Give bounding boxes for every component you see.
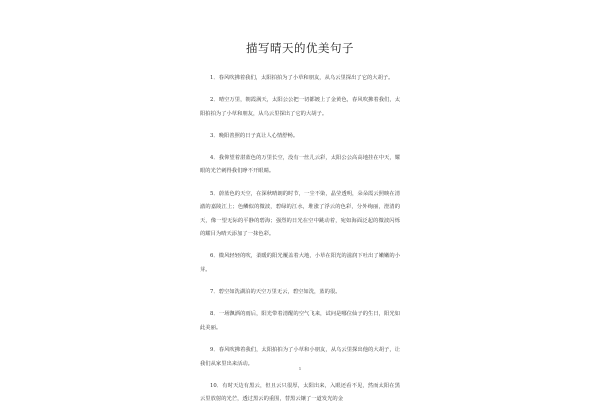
- paragraph-8: 8．一场飘洒的雨后，阳光带着清醒的空气飞来，试问是哪位仙子的生日，阳光如此美丽。: [200, 311, 400, 331]
- paragraph-1: 1．春风吹拂着我们，太阳拍拍为了小草和朋友，从乌云里探出了它的大胡子。: [210, 75, 394, 81]
- paragraph-7: 7．碧空如洗湖泊的天空万里无云，碧空如洗，蓝的很。: [210, 289, 341, 296]
- paragraph-5: 5．蔚蓝色的天空，在深秋晴朗的时节，一尘不染，晶莹透明，朵朵霞云照映在清澈的嘉陵江上；色鳞似的微波，碧绿的江水，堆涨了浮云的色彩，分外绚丽，澄清的天，像一望无际的平静的碧海；强烈的日光在空中跳动着，宛如海面泛起的微波闪烁的耀目为晴天添加了一抹色彩。: [200, 190, 400, 238]
- page-number: 1: [298, 366, 302, 371]
- document-title: 描写晴天的优美句子: [246, 41, 354, 55]
- paragraph-9: 9．春风吹拂着我们，太阳拍拍为了小草和小朋友，从乌云里探出他的大胡子，让我们从家里出来活动。: [200, 346, 400, 367]
- paragraph-2: 2．晴空万里，朝霞满天，太阳公公把一切都镀上了金黄色，春风吹拂着我们，太阳拍拍为了小草和朋友，从乌云里探出了它的大胡子。: [200, 97, 400, 117]
- paragraph-4: 4．我仰望着湛蓝色的万里长空，没有一丝儿云彩，太阳公公高高地挂在中天，耀眼的光芒刺得我们睁不开眼睛。: [200, 154, 400, 175]
- paragraph-3: 3．晚阳善照的日子真让人心情舒畅。: [210, 132, 299, 139]
- document-body: [200, 72, 400, 415]
- paragraph-10: 10．有时天边有黑云，但且云只很厚，太阳出来，入眼还看不见，然而太阳在黑云里放射的光芒，透过黑云的重围，替黑云镶了一道发光的金: [200, 382, 400, 403]
- paragraph-6: 6．微风轻轻的吹，柔暖的阳光覆盖着大地，小草在阳光的滋润下吐出了嫩嫩的小芽。: [200, 253, 400, 274]
